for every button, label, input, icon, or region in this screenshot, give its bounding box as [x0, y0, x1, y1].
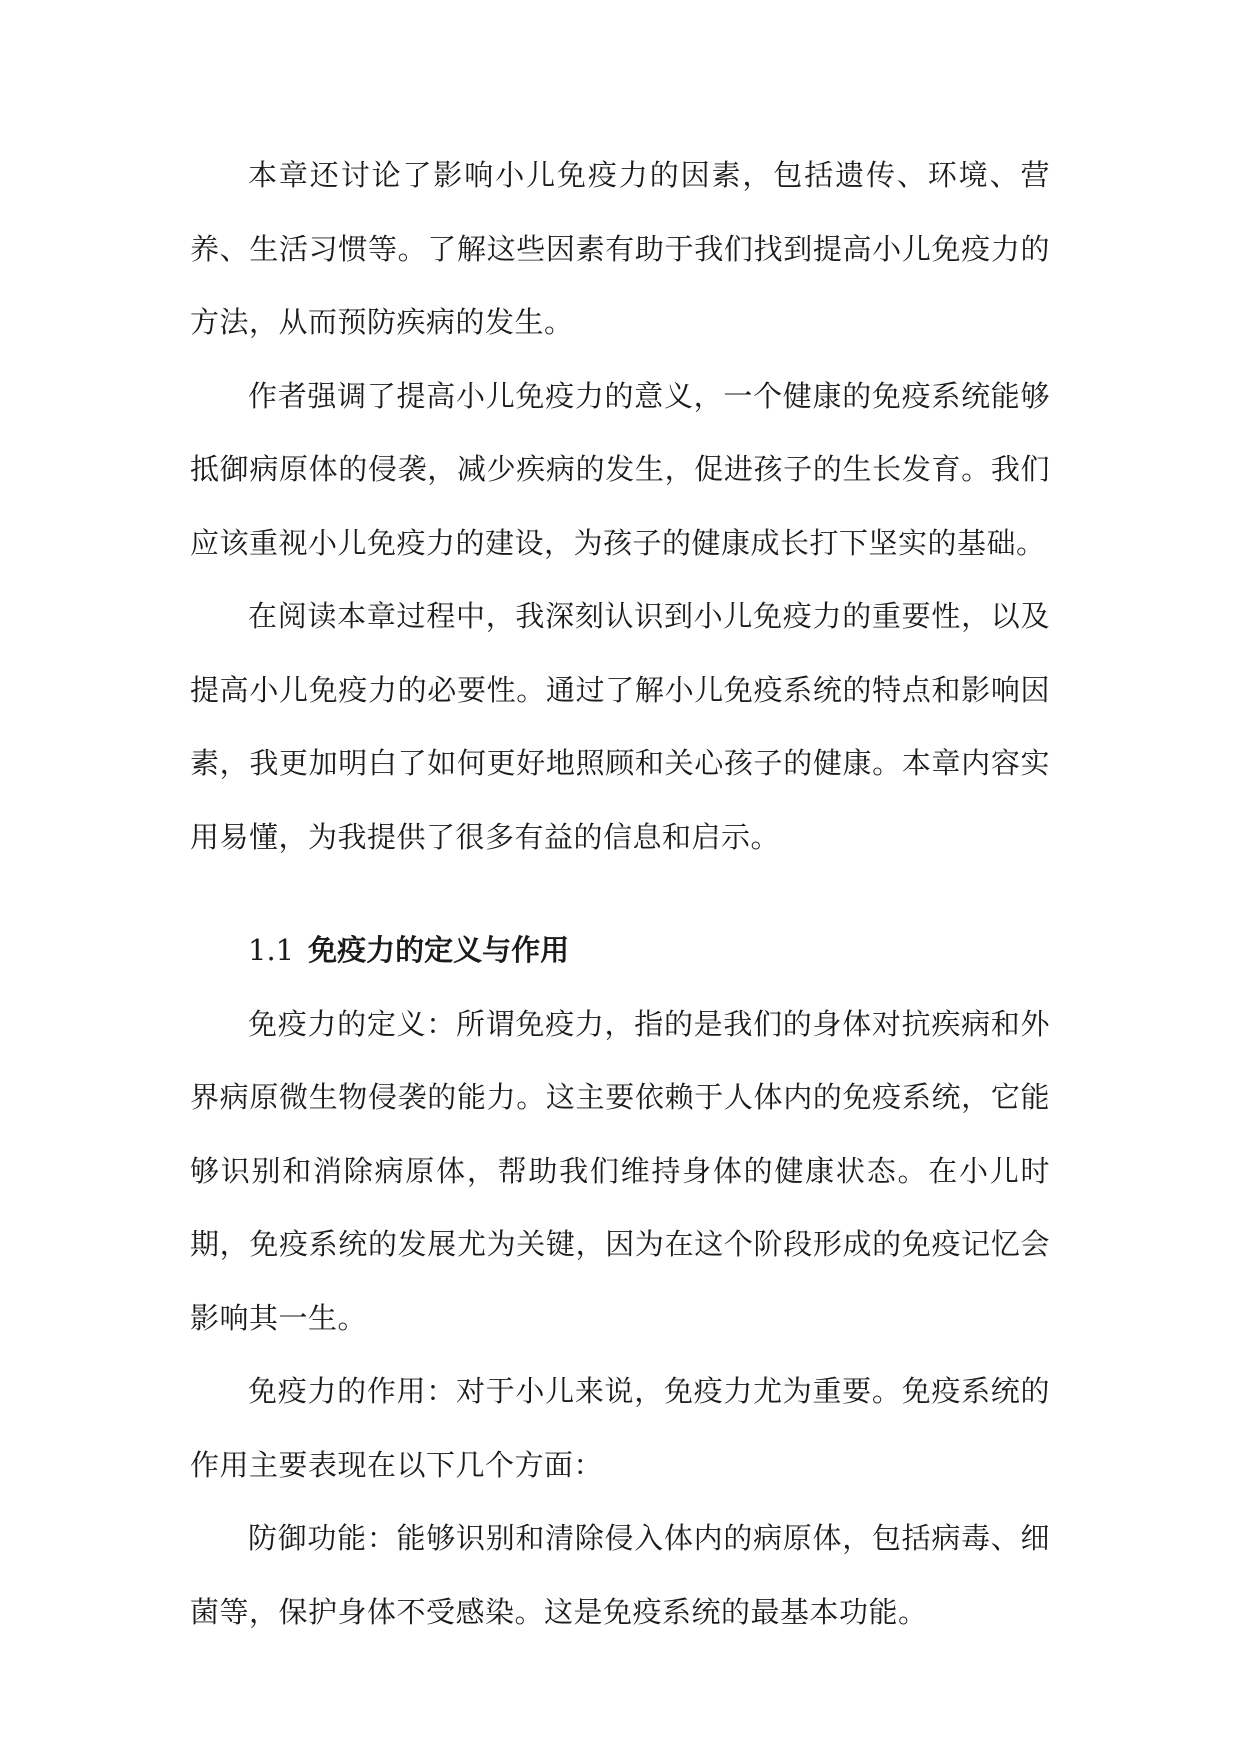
paragraph-role: 免疫力的作用：对于小儿来说，免疫力尤为重要。免疫系统的作用主要表现在以下几个方面： — [190, 1374, 1050, 1482]
paragraph-definition: 免疫力的定义：所谓免疫力，指的是我们的身体对抗疾病和外界病原微生物侵袭的能力。这主要依赖于人体内的免疫系统，它能够识别和消除病原体，帮助我们维持身体的健康状态。在小儿时期，免疫系统的发展尤为关键，因为在这个阶段形成的免疫记忆会影响其一生。 — [190, 1006, 1050, 1335]
paragraph-significance: 作者强调了提高小儿免疫力的意义，一个健康的免疫系统能够抵御病原体的侵袭，减少疾病的发生，促进孩子的生长发育。我们应该重视小儿免疫力的建设，为孩子的健康成长打下坚实的基础。 — [190, 378, 1050, 560]
section-heading — [190, 914, 1050, 988]
paragraph-reflection: 在阅读本章过程中，我深刻认识到小儿免疫力的重要性，以及提高小儿免疫力的必要性。通过了解小儿免疫系统的特点和影响因素，我更加明白了如何更好地照顾和关心孩子的健康。本章内容实用易懂，为我提供了很多有益的信息和启示。 — [190, 599, 1050, 854]
document-body — [190, 139, 1050, 1649]
paragraph-defense: 防御功能：能够识别和清除侵入体内的病原体，包括病毒、细菌等，保护身体不受感染。这是免疫系统的最基本功能。 — [190, 1521, 1050, 1629]
section-number: 1.1 — [248, 933, 295, 967]
paragraph-factors: 本章还讨论了影响小儿免疫力的因素，包括遗传、环境、营养、生活习惯等。了解这些因素有助于我们找到提高小儿免疫力的方法，从而预防疾病的发生。 — [190, 158, 1050, 339]
section-title: 免疫力的定义与作用 — [308, 933, 570, 967]
